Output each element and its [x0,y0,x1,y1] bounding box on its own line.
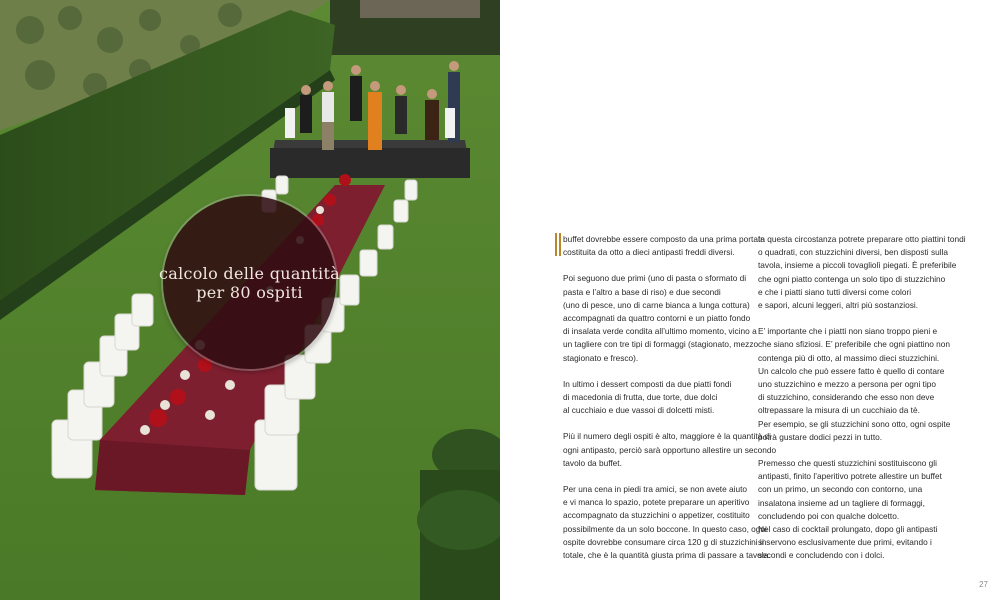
text-column-right [758,233,966,563]
text-line: uno stuzzichino e mezzo a persona per ogni tipo [758,379,937,390]
text-line: totale, che è la quantità giusta prima di passare a tavola. [563,550,771,561]
text-line: insalatona insieme ad un tagliere di formaggi, [758,497,925,508]
text-line: Poi seguono due primi (uno di pasta o sformato di [563,273,747,284]
text-line: In questa circostanza potrete preparare otto piattini tondi [758,234,966,244]
left-column-body [563,233,777,562]
right-column-body [758,233,966,563]
paragraph [563,272,759,364]
text-line: Per una cena in piedi tra amici, se non avete aiuto [563,484,748,495]
paragraph [758,325,951,444]
paragraph [563,233,765,259]
text-line: concludendo poi con qualche dolcetto. [758,510,900,521]
text-line: che siano sfiziosi. E’ preferibile che ogni piattino non [758,339,951,350]
text-line: si servono esclusivamente due primi, evitando i [758,537,932,548]
text-line: secondi e concludendo con i dolci. [758,550,885,561]
text-line: ogni antipasto, perciò sarà opportuno allestire un secondo [563,444,777,455]
text-line: oltrepassare la misura di un cucchiaio da tè. [758,405,920,416]
text-line: possibilmente da un solo boccone. In questo caso, ogni [563,523,767,534]
badge-title-line2: per 80 ospiti [196,282,303,302]
paragraph [758,457,943,563]
text-line: costituita da otto a dieci antipasti freddi diversi. [563,247,735,258]
text-line: al cucchiaio e due vassoi di dolcetti misti. [563,405,715,416]
paragraph [563,430,777,470]
text-line: tavola, insieme a piccoli tovagliolì piegati. È preferibile [758,260,957,271]
text-line: e sapori, alcuni leggeri, altri più sostanziosi. [758,300,919,311]
badge-title-line1: calcolo delle quantità [158,263,341,283]
text-line: con un primo, un secondo con contorno, una [758,484,923,495]
paragraph [563,378,748,418]
text-line: di macedonia di frutta, due torte, due dolci [563,392,718,403]
quantity-badge [158,196,341,369]
drop-cap-mark [555,233,561,256]
text-line: potrà gustare dodici pezzi in tutto. [758,431,883,442]
paragraph [563,483,771,562]
text-line: e vi manca lo spazio, potete preparare un aperitivo [563,497,750,508]
text-line: di stuzzichino, considerando che esso non deve [758,392,935,403]
text-line: accompagnato da stuzzichini o appetizer, costituito [563,510,750,521]
text-line: Un calcolo che può essere fatto è quello di contare [758,365,945,376]
text-line: e che i piatti siano tutti diversi come colori [758,286,912,297]
text-line: buffet dovrebbe essere composto da una prima portata [563,234,765,244]
text-line: (uno di pesce, uno di carne bianca a lunga cottura) [563,299,750,310]
text-page [500,0,1000,600]
text-line: o quadrati, con stuzzichini diversi, ben disposti sulla [758,247,949,258]
text-line: tavolo da buffet. [563,457,622,468]
page-number: 27 [979,580,988,589]
text-line: un tagliere con tre tipi di formaggi (stagionato, mezzo [563,339,759,350]
text-line: di insalata verde condita all’ultimo momento, vicino a [563,326,757,337]
text-line: E’ importante che i piatti non siano troppo pieni e [758,326,938,337]
text-line: che ogni piatto contenga un solo tipo di stuzzichino [758,273,946,284]
text-line: antipasti, finito l’aperitivo potrete allestire un buffet [758,471,942,482]
paragraph [758,233,966,312]
text-line: contenga più di otto, al massimo dieci stuzzichini. [758,352,940,363]
text-column-left [563,233,777,562]
text-line: Premesso che questi stuzzichini sostituiscono gli [758,458,937,469]
text-line: In ultimo i dessert composti da due piatti fondi [563,378,732,389]
text-line: accompagnati da quattro contorni e un piatto fondo [563,313,751,324]
text-line: Più il numero degli ospiti è alto, maggiore è la quantità di [563,431,772,442]
text-line: Per esempio, se gli stuzzichini sono otto, ogni ospite [758,418,951,429]
text-line: ospite dovrebbe consumare circa 120 g di stuzzichini in [563,536,767,547]
text-line: stagionato e fresco). [563,352,639,363]
text-line: Nel caso di cocktail prolungato, dopo gli antipasti [758,524,938,535]
text-line: pasta e l’altro a base di riso) e due secondi [563,286,721,297]
